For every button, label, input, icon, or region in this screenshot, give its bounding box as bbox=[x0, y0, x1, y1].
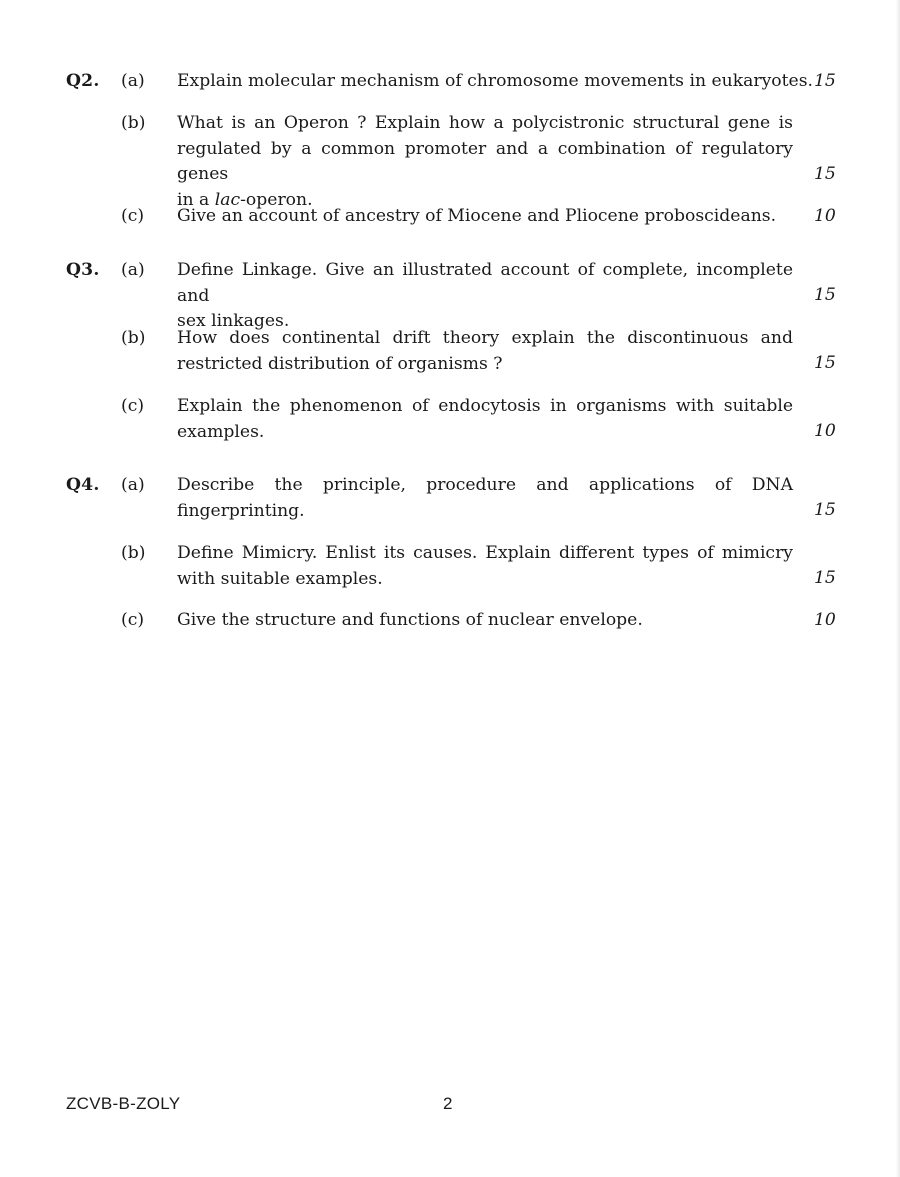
marks: 15 bbox=[814, 353, 836, 373]
part-label: (b) bbox=[121, 113, 146, 133]
question-text bbox=[177, 541, 793, 592]
text-line: sex linkages. bbox=[177, 311, 290, 331]
text-line: Define Linkage. Give an illustrated account of complete, incomplete and bbox=[177, 260, 793, 306]
question-text: Give an account of ancestry of Miocene and Pliocene proboscideans. bbox=[177, 206, 777, 226]
question-number: Q2. bbox=[66, 71, 100, 91]
marks: 15 bbox=[814, 164, 836, 184]
question-text bbox=[177, 111, 793, 213]
text-line: regulated by a common promoter and a combination of regulatory genes bbox=[177, 138, 793, 184]
question-text bbox=[177, 326, 793, 377]
text-line: with suitable examples. bbox=[177, 568, 383, 589]
marks: 15 bbox=[814, 568, 836, 588]
part-label: (a) bbox=[121, 260, 145, 280]
italic-term: lac bbox=[214, 189, 241, 210]
question-number: Q3. bbox=[66, 260, 100, 280]
part-label: (a) bbox=[121, 475, 145, 495]
question-text: Give the structure and functions of nuclear envelope. bbox=[177, 610, 643, 630]
part-label: (b) bbox=[121, 328, 146, 348]
page-number: 2 bbox=[443, 1094, 453, 1113]
question-text bbox=[177, 258, 793, 335]
text-fragment: in a bbox=[177, 189, 215, 210]
text-line: Explain the phenomenon of endocytosis in organisms with suitable bbox=[177, 396, 793, 416]
marks: 10 bbox=[814, 421, 836, 441]
part-label: (c) bbox=[121, 396, 145, 416]
text-line: Describe the principle, procedure and applications of DNA bbox=[177, 475, 793, 495]
marks: 10 bbox=[814, 610, 836, 630]
question-number: Q4. bbox=[66, 475, 100, 495]
marks: 15 bbox=[814, 71, 836, 91]
marks: 10 bbox=[814, 206, 836, 226]
part-label: (a) bbox=[121, 71, 145, 91]
question-text bbox=[177, 473, 793, 524]
question-text: Explain molecular mechanism of chromosome movements in eukaryotes. bbox=[177, 71, 814, 91]
page-edge bbox=[896, 0, 900, 1177]
text-line: fingerprinting. bbox=[177, 500, 305, 521]
text-line: restricted distribution of organisms ? bbox=[177, 353, 503, 374]
part-label: (b) bbox=[121, 543, 146, 563]
text-line: examples. bbox=[177, 421, 265, 442]
question-text bbox=[177, 394, 793, 445]
part-label: (c) bbox=[121, 206, 145, 226]
paper-code: ZCVB-B-ZOLY bbox=[66, 1094, 181, 1113]
marks: 15 bbox=[814, 500, 836, 520]
part-label: (c) bbox=[121, 610, 145, 630]
text-fragment: -operon. bbox=[240, 189, 313, 210]
marks: 15 bbox=[814, 285, 836, 305]
text-line: Define Mimicry. Enlist its causes. Explain different types of mimicry bbox=[177, 543, 793, 563]
text-line: What is an Operon ? Explain how a polycistronic structural gene is bbox=[177, 113, 793, 133]
text-line: How does continental drift theory explain the discontinuous and bbox=[177, 328, 793, 348]
